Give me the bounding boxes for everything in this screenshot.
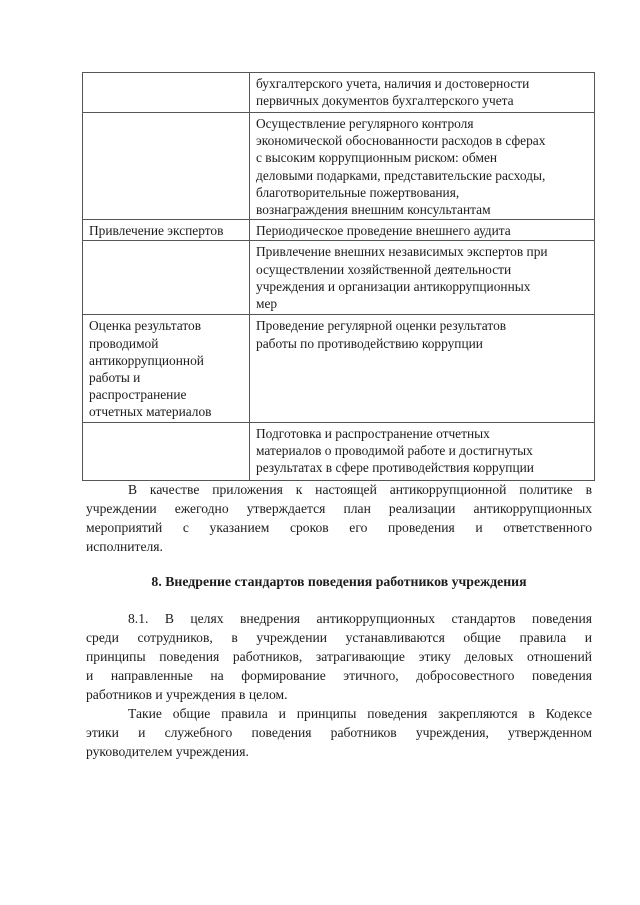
table-cell-direction <box>83 315 250 422</box>
table-cell-measure <box>250 220 595 241</box>
table-row <box>83 422 595 480</box>
measure-text: Привлечение внешних независимых экспертов при осуществлении хозяйственной деятельности учреждения и организации антикоррупционных мер <box>256 244 548 312</box>
table-cell-direction <box>83 73 250 113</box>
table-cell-direction <box>83 220 250 241</box>
measure-text: Проведение регулярной оценки результатов работы по противодействию коррупции <box>256 318 507 351</box>
direction-text: Привлечение экспертов <box>89 223 224 239</box>
section-heading: 8. Внедрение стандартов поведения работников учреждения <box>151 574 527 589</box>
table-cell-direction <box>83 113 250 220</box>
table-cell-measure <box>250 422 595 480</box>
table-cell-measure <box>250 73 595 113</box>
paragraph-kodeks: Такие общие правила и принципы поведения закрепляются в Кодексе этики и служебного поведения работников учреждения, утвержденном руководителем учреждения. <box>86 706 592 759</box>
table-row <box>83 315 595 422</box>
table-row <box>83 220 595 241</box>
measure-text: бухгалтерского учета, наличия и достоверности первичных документов бухгалтерского учета <box>256 76 530 109</box>
table-row <box>83 241 595 315</box>
table-row <box>83 73 595 113</box>
measure-text: Периодическое проведение внешнего аудита <box>256 223 511 239</box>
table-cell-direction <box>83 241 250 315</box>
appendix-paragraph: В качестве приложения к настоящей антикоррупционной политике в учреждении ежегодно утверждается план реализации антикоррупционных мероприятий с указанием сроков его проведения и ответственного исполнителя. <box>86 482 592 554</box>
measure-text: Подготовка и распространение отчетных материалов о проводимой работе и достигнутых результатах в сфере противодействия коррупции <box>256 425 534 476</box>
measure-text: Осуществление регулярного контроля экономической обоснованности расходов в сферах с высоким коррупционным риском: обмен деловыми подарками, представительские расходы, благотворительные пожертвования, вознаграждения внешним консультантам <box>256 116 546 218</box>
table-cell-measure <box>250 113 595 220</box>
direction-text: Оценка результатов проводимой антикоррупционной работы и распространение отчетных материалов <box>89 318 212 420</box>
measures-table <box>82 72 595 481</box>
table-cell-direction <box>83 422 250 480</box>
table-cell-measure <box>250 241 595 315</box>
paragraph-8-1: 8.1. В целях внедрения антикоррупционных стандартов поведения среди сотрудников, в учреждении устанавливаются общие правила и принципы поведения работников, затрагивающие этику деловых отношений и направленные на формирование этичного, добросовестного поведения работников и учреждения в целом. <box>86 611 592 702</box>
table-cell-measure <box>250 315 595 422</box>
table-row <box>83 113 595 220</box>
